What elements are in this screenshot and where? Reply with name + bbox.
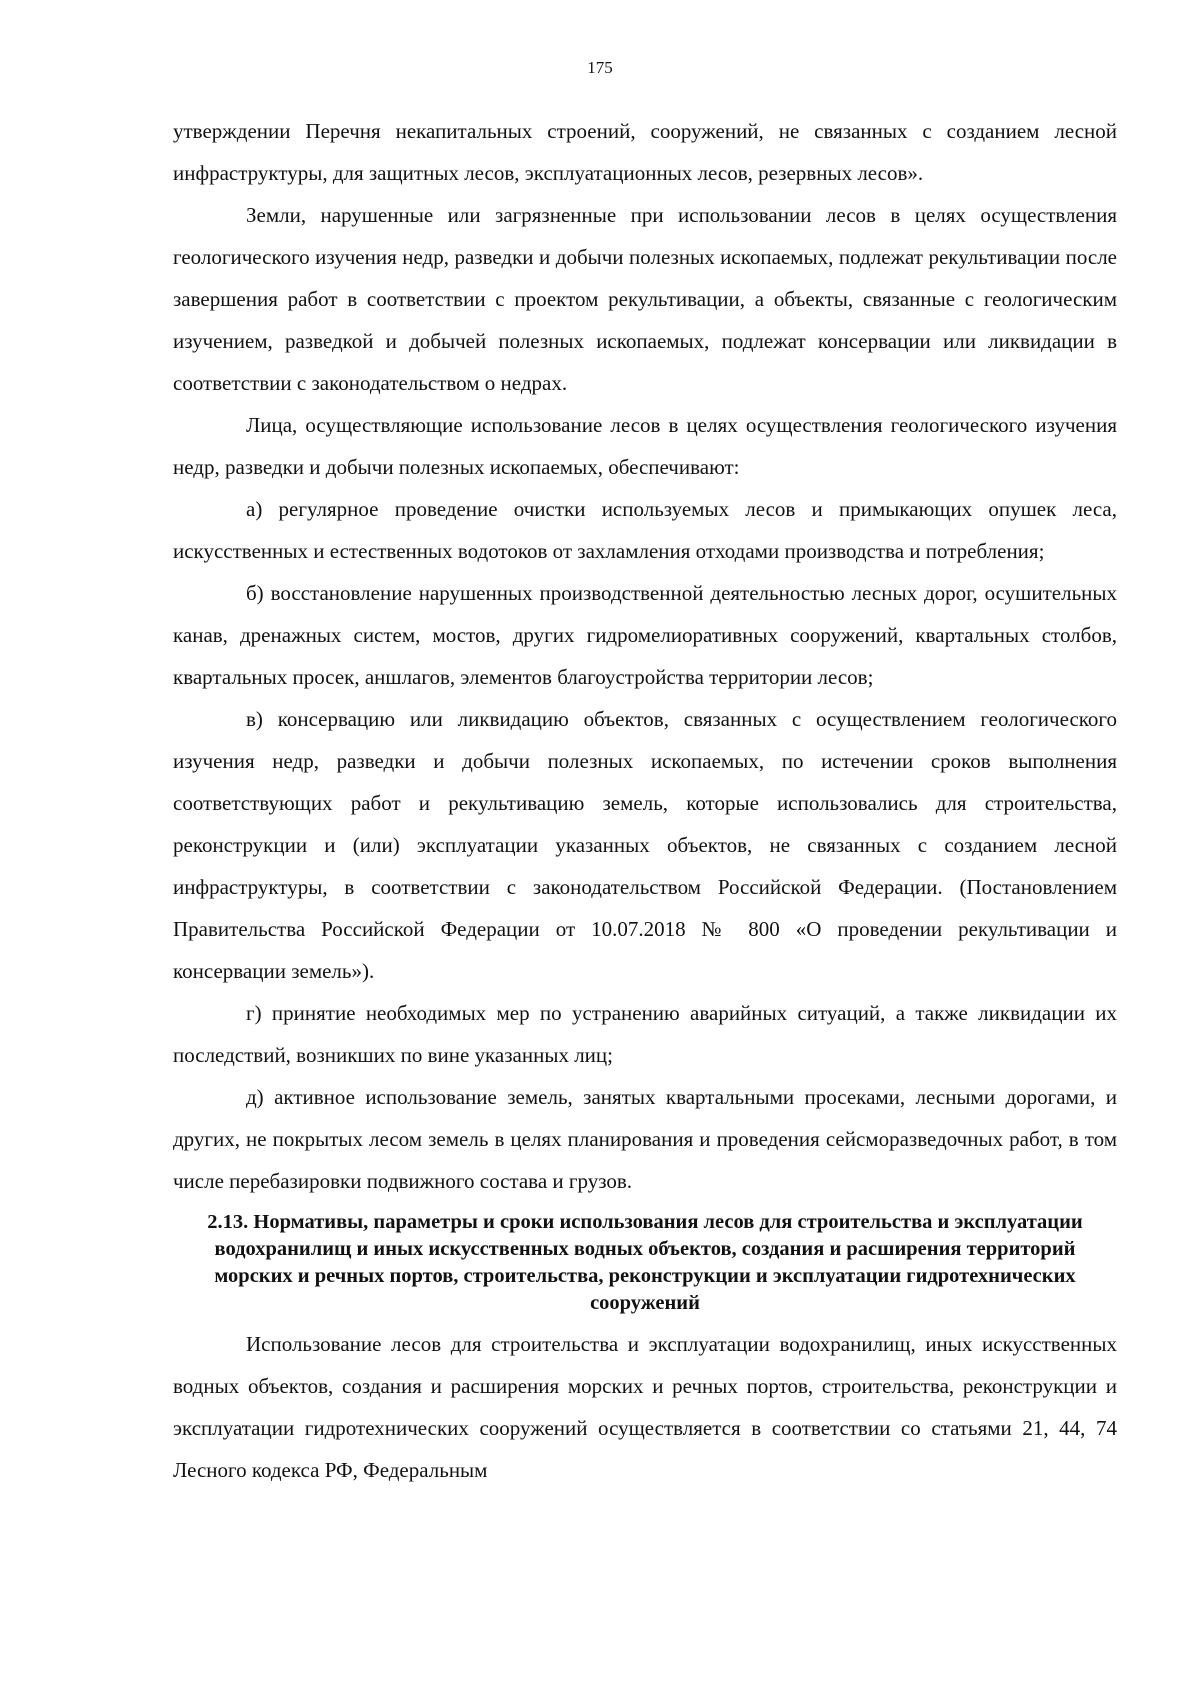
paragraph-persons-obligations: Лица, осуществляющие использование лесов в целях осуществления геологического изучения недр, разведки и добычи полезных ископаемых, обеспечивают: <box>173 413 1117 479</box>
paragraph-section-intro: Использование лесов для строительства и эксплуатации водохранилищ, иных искусственных водных объектов, создания и расширения морских и речных портов, строительства, реконструкции и эксплуатации гидротехнических сооружений осуществляется в соответствии со статьями 21, 44, 74 Лесного кодекса РФ, Федеральным <box>173 1332 1117 1482</box>
list-item-v: в) консервацию или ликвидацию объектов, связанных с осуществлением геологического изучения недр, разведки и добычи полезных ископаемых, по истечении сроков выполнения соответствующих работ и рекультивацию земель, которые использовались для строительства, реконструкции и (или) эксплуатации указанных объектов, не связанных с созданием лесной инфраструктуры, в соответствии с законодательством Российской Федерации. (Постановлением Правительства Российской Федерации от 10.07.2018 № 800 «О проведении рекультивации и консервации земель»). <box>173 707 1117 983</box>
list-item-d: д) активное использование земель, занятых квартальными просеками, лесными дорогами, и других, не покрытых лесом земель в целях планирования и проведения сейсморазведочных работ, в том числе перебазировки подвижного состава и грузов. <box>173 1085 1117 1193</box>
paragraph-continuation: утверждении Перечня некапитальных строений, сооружений, не связанных с созданием лесной инфраструктуры, для защитных лесов, эксплуатационных лесов, резервных лесов». <box>173 119 1117 185</box>
page-body <box>173 110 1117 1491</box>
list-item-b: б) восстановление нарушенных производственной деятельностью лесных дорог, осушительных канав, дренажных систем, мостов, других гидромелиоративных сооружений, квартальных столбов, квартальных просек, аншлагов, элементов благоустройства территории лесов; <box>173 581 1117 689</box>
list-item-a: а) регулярное проведение очистки используемых лесов и примыкающих опушек леса, искусственных и естественных водотоков от захламления отходами производства и потребления; <box>173 497 1117 563</box>
page-number: 175 <box>587 58 613 77</box>
paragraph-lands-recultivation: Земли, нарушенные или загрязненные при использовании лесов в целях осуществления геологического изучения недр, разведки и добычи полезных ископаемых, подлежат рекультивации после завершения работ в соответствии с проектом рекультивации, а объекты, связанные с геологическим изучением, разведкой и добычей полезных ископаемых, подлежат консервации или ликвидации в соответствии с законодательством о недрах. <box>173 203 1117 395</box>
section-heading: 2.13. Нормативы, параметры и сроки использования лесов для строительства и эксплуатации водохранилищ и иных искусственных водных объектов, создания и расширения территорий морских и речных портов, строительства, реконструкции и эксплуатации гидротехнических сооружений <box>207 1211 1083 1314</box>
list-item-g: г) принятие необходимых мер по устранению аварийных ситуаций, а также ликвидации их последствий, возникших по вине указанных лиц; <box>173 1001 1117 1067</box>
